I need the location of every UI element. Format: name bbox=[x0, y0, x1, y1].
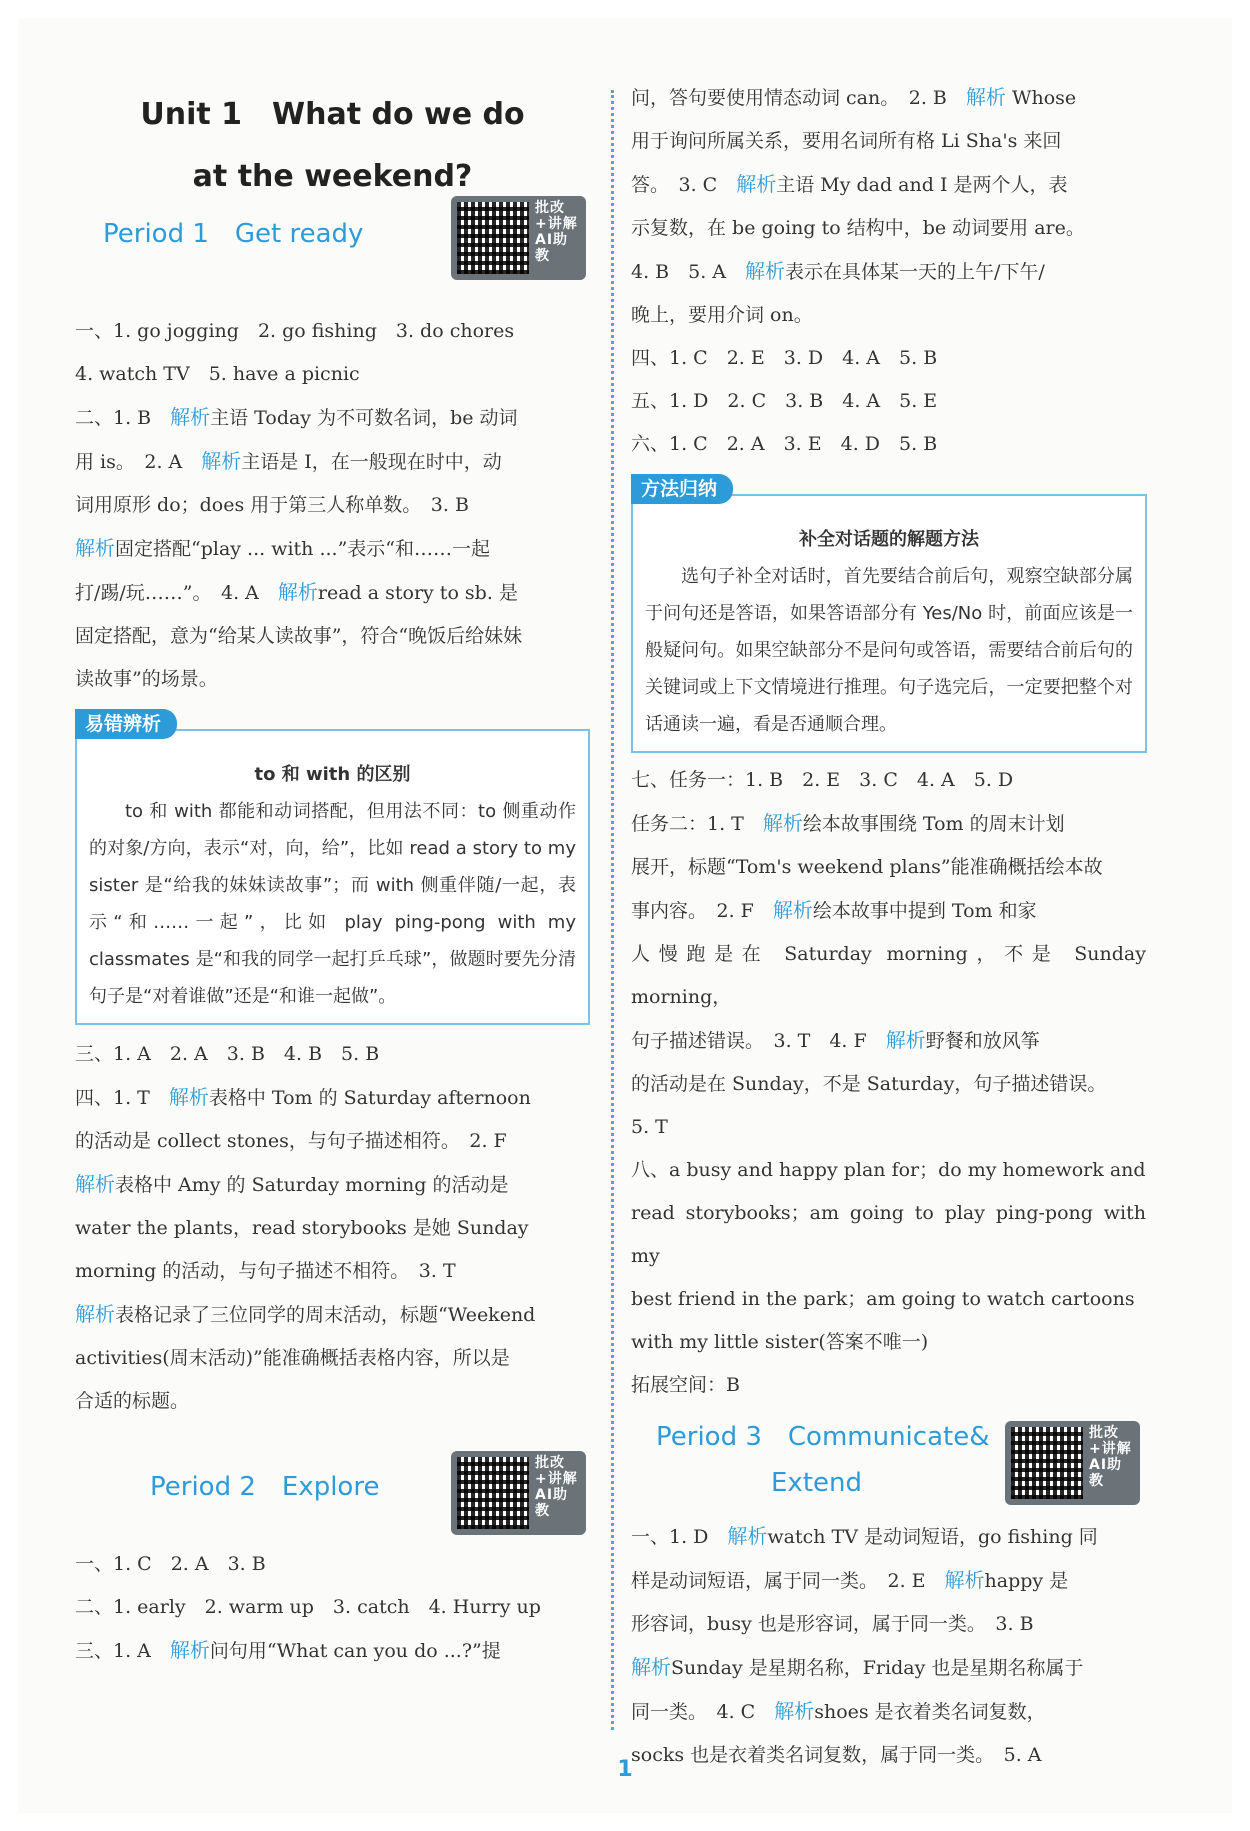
answer-line: 5. T bbox=[631, 1116, 668, 1138]
answer-line: 八、a busy and happy plan for；do my homework and bbox=[631, 1159, 1146, 1181]
tip-box-method bbox=[631, 478, 1147, 753]
tip-box-tab: 易错辨析 bbox=[75, 709, 177, 739]
answer-line: 人慢跑是在 Saturday morning，不是 Sunday morning， bbox=[631, 943, 1146, 1008]
period3-title-line2: Extend bbox=[771, 1468, 862, 1498]
tip-box-errors bbox=[75, 713, 590, 1025]
period3-title-line1: Period 3 Communicate& bbox=[656, 1422, 990, 1452]
answer-line: 拓展空间：B bbox=[631, 1374, 740, 1396]
jiexi-label: 解析 bbox=[201, 449, 242, 473]
answer-line: 四、1. T 解析表格中 Tom 的 Saturday afternoon bbox=[75, 1085, 531, 1109]
answer-line: 二、1. B 解析主语 Today 为不可数名词，be 动词 bbox=[75, 405, 518, 429]
tip-box-heading: to 和 with 的区别 bbox=[254, 764, 411, 785]
jiexi-label: 解析 bbox=[277, 580, 318, 604]
jiexi-label: 解析 bbox=[885, 1028, 926, 1052]
method-box-heading: 补全对话题的解题方法 bbox=[799, 529, 979, 550]
answer-line: 固定搭配，意为“给某人读故事”，符合“晚饭后给妹妹 bbox=[75, 625, 523, 647]
answer-line: 一、1. C 2. A 3. B bbox=[75, 1553, 266, 1575]
answer-line: 一、1. D 解析watch TV 是动词短语，go fishing 同 bbox=[631, 1524, 1098, 1548]
qr-label: 批改+讲解 AI助教 bbox=[535, 1455, 578, 1519]
answer-line: 句子描述错误。 3. T 4. F 解析野餐和放风筝 bbox=[631, 1028, 1040, 1052]
qr-label: 批改+讲解 AI助教 bbox=[1089, 1425, 1132, 1489]
answer-line: morning 的活动，与句子描述不相符。 3. T bbox=[75, 1260, 456, 1282]
jiexi-label: 解析 bbox=[965, 85, 1006, 109]
answer-line: 的活动是在 Sunday，不是 Saturday，句子描述错误。 bbox=[631, 1073, 1107, 1095]
answer-line: 的活动是 collect stones，与句子描述相符。 2. F bbox=[75, 1130, 507, 1152]
answer-line: 事内容。 2. F 解析绘本故事中提到 Tom 和家 bbox=[631, 898, 1037, 922]
qr-code-icon bbox=[457, 1457, 529, 1529]
period2-title: Period 2 Explore bbox=[150, 1472, 380, 1502]
qr-code-icon bbox=[1011, 1427, 1083, 1499]
jiexi-label: 解析 bbox=[944, 1568, 985, 1592]
answer-line: 解析固定搭配“play ... with ...”表示“和……一起 bbox=[75, 536, 491, 560]
answer-line: 解析表格中 Amy 的 Saturday morning 的活动是 bbox=[75, 1172, 509, 1196]
answer-line: 解析Sunday 是星期名称，Friday 也是星期名称属于 bbox=[631, 1655, 1084, 1679]
answer-line: 展开，标题“Tom's weekend plans”能准确概括绘本故 bbox=[631, 856, 1103, 878]
qr-code-badge[interactable] bbox=[451, 1451, 586, 1535]
answer-line: 用 is。 2. A 解析主语是 I，在一般现在时中，动 bbox=[75, 449, 502, 473]
qr-code-icon bbox=[457, 202, 529, 274]
answer-line: 词用原形 do；does 用于第三人称单数。 3. B bbox=[75, 494, 469, 516]
jiexi-label: 解析 bbox=[75, 1302, 115, 1326]
method-box-text: 选句子补全对话时，首先要结合前后句，观察空缺部分属于问句还是答语，如果答语部分有 Yes/No 时，前面应该是一般疑问句。如果空缺部分不是问句或答语，需要结合前后句的关键词或上下文情境进行推理。句子选完后，一定要把整个对话通读一遍，看是否通顺合理。 bbox=[645, 566, 1133, 735]
method-box-tab: 方法归纳 bbox=[631, 474, 733, 504]
answer-line: 形容词，busy 也是形容词，属于同一类。 3. B bbox=[631, 1613, 1034, 1635]
answer-line: 晚上，要用介词 on。 bbox=[631, 304, 813, 326]
jiexi-label: 解析 bbox=[727, 1524, 768, 1548]
left-column bbox=[75, 86, 590, 1673]
answer-line: 4. B 5. A 解析表示在具体某一天的上午/下午/ bbox=[631, 259, 1045, 283]
answer-line: water the plants，read storybooks 是她 Sunday bbox=[75, 1217, 529, 1239]
jiexi-label: 解析 bbox=[736, 172, 777, 196]
unit-title-line2: at the weekend? bbox=[192, 159, 473, 194]
answer-line: 4. watch TV 5. have a picnic bbox=[75, 363, 360, 385]
jiexi-label: 解析 bbox=[631, 1655, 671, 1679]
answer-line: 打/踢/玩……”。 4. A 解析read a story to sb. 是 bbox=[75, 580, 518, 604]
answer-line: 五、1. D 2. C 3. B 4. A 5. E bbox=[631, 390, 938, 412]
answer-line: socks 也是衣着类名词复数，属于同一类。 5. A bbox=[631, 1744, 1042, 1766]
jiexi-label: 解析 bbox=[772, 898, 813, 922]
answer-line: 一、1. go jogging 2. go fishing 3. do chores bbox=[75, 320, 515, 342]
jiexi-label: 解析 bbox=[774, 1699, 815, 1723]
answer-line: 样是动词短语，属于同一类。 2. E 解析happy 是 bbox=[631, 1568, 1069, 1592]
qr-label: 批改+讲解 AI助教 bbox=[535, 200, 578, 264]
answer-line: 二、1. early 2. warm up 3. catch 4. Hurry up bbox=[75, 1596, 541, 1618]
tip-box-text: to 和 with 都能和动词搭配，但用法不同：to 侧重动作的对象/方向，表示“对，向，给”，比如 read a story to my sister 是“给我的妹妹读故事”；而 with 侧重伴随/一起，表示“和……一起”，比如 play ping-pong with my classmates 是“和我的同学一起打乒乓球”，做题时要先分清句子是“对着谁做”还是“和谁一起做”。 bbox=[89, 801, 576, 1007]
qr-code-badge[interactable] bbox=[1005, 1421, 1140, 1505]
answer-line: read storybooks；am going to play ping-pong with my bbox=[631, 1202, 1146, 1267]
unit-title-line1: Unit 1 What do we do bbox=[140, 97, 525, 132]
period1-header bbox=[75, 200, 590, 310]
answer-line: 同一类。 4. C 解析shoes 是衣着类名词复数， bbox=[631, 1699, 1046, 1723]
answer-line: 任务二：1. T 解析绘本故事围绕 Tom 的周末计划 bbox=[631, 811, 1065, 835]
period3-header bbox=[631, 1415, 1146, 1515]
answer-line: 用于询问所属关系，要用名词所有格 Li Sha's 来回 bbox=[631, 130, 1062, 152]
answer-line: 答。 3. C 解析主语 My dad and I 是两个人，表 bbox=[631, 172, 1068, 196]
jiexi-label: 解析 bbox=[75, 536, 115, 560]
answer-line: 解析表格记录了三位同学的周末活动，标题“Weekend bbox=[75, 1302, 536, 1326]
answer-line: 七、任务一：1. B 2. E 3. C 4. A 5. D bbox=[631, 769, 1014, 791]
right-column bbox=[631, 86, 1146, 1777]
jiexi-label: 解析 bbox=[762, 811, 803, 835]
period2-header bbox=[75, 1443, 590, 1543]
jiexi-label: 解析 bbox=[170, 405, 211, 429]
answer-line: 三、1. A 解析问句用“What can you do ...?”提 bbox=[75, 1638, 501, 1662]
answer-line: 合适的标题。 bbox=[75, 1390, 190, 1412]
jiexi-label: 解析 bbox=[168, 1085, 209, 1109]
answer-line: activities(周末活动)”能准确概括表格内容，所以是 bbox=[75, 1347, 510, 1369]
answer-line: best friend in the park；am going to watch cartoons bbox=[631, 1288, 1135, 1310]
jiexi-label: 解析 bbox=[75, 1172, 115, 1196]
answer-line: with my little sister(答案不唯一) bbox=[631, 1331, 929, 1353]
answer-line: 三、1. A 2. A 3. B 4. B 5. B bbox=[75, 1043, 380, 1065]
page-number: 1 bbox=[617, 1757, 633, 1782]
answer-line: 读故事”的场景。 bbox=[75, 668, 218, 690]
qr-code-badge[interactable] bbox=[451, 196, 586, 280]
answer-line: 四、1. C 2. E 3. D 4. A 5. B bbox=[631, 347, 938, 369]
answer-line: 六、1. C 2. A 3. E 4. D 5. B bbox=[631, 433, 938, 455]
answer-line: 问，答句要使用情态动词 can。 2. B 解析 Whose bbox=[631, 85, 1077, 109]
period1-title: Period 1 Get ready bbox=[103, 219, 364, 249]
column-divider bbox=[611, 90, 614, 1730]
jiexi-label: 解析 bbox=[745, 259, 786, 283]
jiexi-label: 解析 bbox=[169, 1638, 210, 1662]
answer-line: 示复数，在 be going to 结构中，be 动词要用 are。 bbox=[631, 217, 1085, 239]
